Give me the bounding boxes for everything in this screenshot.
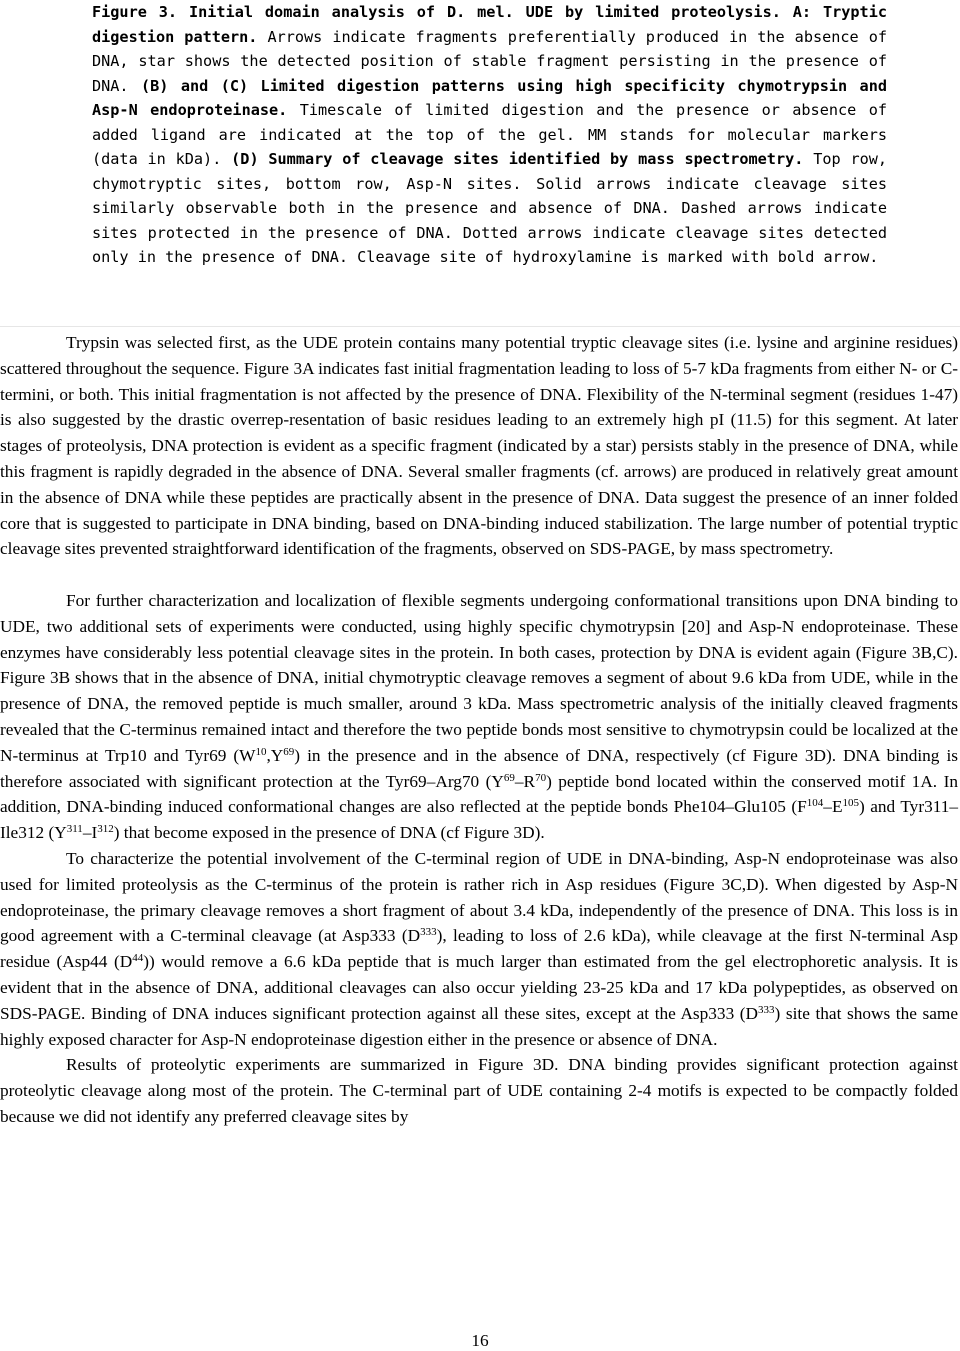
p2-text-f: –E bbox=[823, 797, 843, 817]
p3-text-a: To characterize the potential involvement of the C-terminal region of UDE in DNA-binding, Asp-N endoproteinase was also used for limited proteolysis as the C-terminus of the protein is rather rich in Asp residues (Figure 3C,D). When digested by Asp-N endoproteinase, the primary cleavage removes a short fragment of about 3.4 kDa, independently of the presence of DNA. This loss is in good agreement with a C-terminal cleavage (at Asp333 (D bbox=[0, 848, 958, 946]
caption-title-d: (D) Summary of cleavage sites identified by mass spectrometry. bbox=[231, 150, 804, 168]
superscript: 311 bbox=[66, 823, 83, 836]
p2-text-g: ) and Tyr311–Ile312 (Y bbox=[0, 797, 958, 843]
paragraph-2 bbox=[0, 588, 958, 846]
caption-title: Figure 3. Initial domain analysis of D. mel. UDE by limited proteolysis. A: Tryptic digestion pattern. bbox=[92, 3, 887, 46]
p2-text-i: ) that become exposed in the presence of DNA (cf Figure 3D). bbox=[113, 823, 545, 843]
caption-text-a: Arrows indicate fragments preferentially produced in the absence of DNA, star shows the detected position of stable fragment persisting in the presence of DNA. bbox=[92, 27, 887, 95]
caption-text-d: Top row, chymotryptic sites, bottom row, Asp-N sites. Solid arrows indicate cleavage sites similarly observable both in the presence and absence of DNA. Dashed arrows indicate sites protected in the presence of DNA. Dotted arrows indicate cleavage sites detected only in the presence of DNA. Cleavage site of hydroxylamine is marked with bold arrow. bbox=[92, 150, 888, 266]
superscript: 333 bbox=[420, 926, 437, 939]
body-text bbox=[0, 330, 958, 1130]
caption-text-bc: Timescale of limited digestion and the presence or absence of added ligand are indicated at the top of the gel. MM stands for molecular markers (data in kDa). bbox=[92, 101, 887, 168]
p3-text-c: )) would remove a 6.6 kDa peptide that is much larger than estimated from the gel electrophoretic analysis. It is evident that in the absence of DNA, additional cleavages can also occur yielding 23-25 kDa and 17 kDa polypeptides, as observed on SDS-PAGE. Binding of DNA induces significant protection against all these sites, except at the Asp333 (D bbox=[0, 952, 958, 1023]
figure-caption bbox=[92, 0, 887, 270]
superscript: 69 bbox=[503, 771, 515, 784]
p3-text-d: ) site that shows the same highly exposed character for Asp-N endoproteinase digestion either in the presence or absence of DNA. bbox=[0, 1003, 958, 1049]
superscript: 333 bbox=[758, 1003, 775, 1016]
p2-text-d: –R bbox=[514, 771, 536, 791]
p2-text-e: ) peptide bond located within the conserved motif 1A. In addition, DNA-binding induced conformational changes are also reflected at the peptide bonds Phe104–Glu105 (F bbox=[0, 771, 958, 817]
p2-text-c: ) in the presence and in the absence of DNA, respectively (cf Figure 3D). DNA binding is therefore associated with significant protection at the Tyr69–Arg70 (Y bbox=[0, 745, 958, 791]
section-divider bbox=[0, 326, 960, 327]
superscript: 105 bbox=[842, 797, 859, 810]
paragraph-4: Results of proteolytic experiments are summarized in Figure 3D. DNA binding provides significant protection against proteolytic cleavage along most of the protein. The C-terminal part of UDE containing 2-4 motifs is expected to be compactly folded because we did not identify any preferred cleavage sites by bbox=[0, 1055, 958, 1126]
superscript: 44 bbox=[132, 952, 144, 965]
p2-text-a: For further characterization and localization of flexible segments undergoing conformational transitions upon DNA binding to UDE, two additional sets of experiments were conducted, using highly specific chymotrypsin [20] and Asp-N endoproteinase. These enzymes have considerably less potential cleavage sites in the protein. In both cases, protection by DNA is evident again (Figure 3B,C). Figure 3B shows that in the absence of DNA, initial chymotryptic cleavage removes a segment of about 9.6 kDa from UDE, while in the presence of DNA, the removed peptide is much smaller, around 3 kDa. Mass spectrometric analysis of the initially cleaved fragments revealed that the C-terminus remained intact and therefore the two peptide bonds most sensitive to chymotrypsin could be localized at the N-terminus at Trp10 and Tyr69 (W bbox=[0, 590, 958, 765]
caption-title-bc: (B) and (C) Limited digestion patterns using high specificity chymotrypsin and Asp-N endoproteinase. bbox=[92, 76, 887, 119]
paragraph-3 bbox=[0, 846, 958, 1052]
superscript: 104 bbox=[806, 797, 824, 810]
page-number: 16 bbox=[471, 1331, 489, 1350]
superscript: 10 bbox=[255, 745, 267, 758]
p2-text-b: ,Y bbox=[266, 745, 284, 765]
paragraph-1: Trypsin was selected first, as the UDE protein contains many potential tryptic cleavage sites (i.e. lysine and arginine residues) scattered throughout the sequence. Figure 3A indicates fast initial fragmentation leading to loss of 5-7 kDa fragments from either N- or C-termini, or both. This initial fragmentation is not affected by the presence of DNA. Flexibility of the N-terminal segment (residues 1-47) is also suggested by the drastic overrep-resentation of basic residues leading to an extremely high pI (11.5) for this segment. At later stages of proteolysis, DNA protection is evident as a specific fragment (indicated by a star) persists stably in the presence of DNA, while this fragment is rapidly degraded in the absence of DNA. Several smaller fragments (cf. arrows) are produced in relatively great amount in the absence of DNA while these peptides are practically absent in the presence of DNA. Data suggest the presence of an inner folded core that is suggested to participate in DNA binding, based on DNA-binding induced stabilization. The large number of potential tryptic cleavage sites prevented straightforward identification of the fragments, observed on SDS-PAGE, by mass spectrometry. bbox=[0, 333, 958, 559]
superscript: 70 bbox=[535, 771, 547, 784]
p2-text-h: –I bbox=[82, 823, 98, 843]
superscript: 69 bbox=[283, 745, 295, 758]
superscript: 312 bbox=[97, 823, 114, 836]
p3-text-b: ), leading to loss of 2.6 kDa), while cleavage at the first N-terminal Asp residue (Asp44 (D bbox=[0, 926, 958, 972]
